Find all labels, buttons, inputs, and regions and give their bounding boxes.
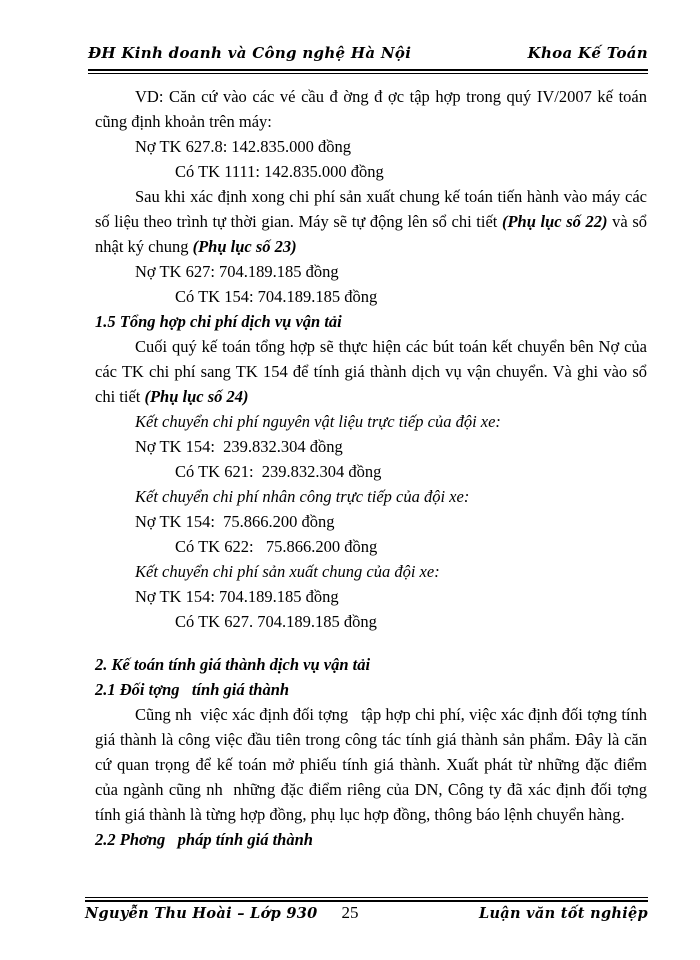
heading-text: 2. Kế toán tính giá thành dịch vụ vận tải: [95, 655, 371, 674]
appendix-ref: (Phụ lục số 24): [144, 387, 249, 406]
entry-text: Nợ TK 154: 239.832.304 đồng: [135, 437, 343, 456]
journal-entry-line: [95, 159, 647, 184]
caption-text: Kết chuyển chi phí sản xuất chung của đội xe:: [135, 562, 440, 581]
caption-text: Kết chuyển chi phí nguyên vật liệu trực tiếp của đội xe:: [135, 412, 501, 431]
heading-text: 1.5 Tổng hợp chi phí dịch vụ vận tải: [95, 312, 342, 331]
entry-text: Nợ TK 627.8: 142.835.000 đồng: [135, 137, 352, 156]
entry-caption: [95, 559, 647, 584]
entry-text: Có TK 621: 239.832.304 đồng: [175, 462, 382, 481]
footer-doc-title: Luận văn tốt nghiệp: [478, 905, 648, 922]
paragraph-text: và sổ nhật ký chung: [95, 212, 652, 256]
entry-caption: [95, 409, 647, 434]
paragraph: [95, 184, 652, 259]
journal-entry-line: [95, 609, 647, 634]
header-school-name: ĐH Kinh doanh và Công nghệ Hà Nội: [88, 44, 412, 62]
journal-entry-line: [95, 509, 647, 534]
entry-text: Có TK 627. 704.189.185 đồng: [175, 612, 377, 631]
document-body: [95, 84, 660, 852]
paragraph: [95, 702, 660, 827]
journal-entry-line: [95, 459, 647, 484]
entry-text: Có TK 154: 704.189.185 đồng: [175, 287, 378, 306]
footer-author: Nguyễn Thu Hoài – Lớp 930: [85, 905, 318, 922]
entry-text: Nợ TK 154: 704.189.185 đồng: [135, 587, 339, 606]
header-faculty-name: Khoa Kế Toán: [527, 44, 648, 62]
paragraph: [95, 334, 652, 409]
page-header: [88, 44, 648, 62]
paragraph: [95, 84, 652, 134]
entry-text: Nợ TK 627: 704.189.185 đồng: [135, 262, 339, 281]
entry-caption: [95, 484, 647, 509]
journal-entry-line: [95, 434, 647, 459]
journal-entry-line: [95, 259, 647, 284]
paragraph-text: VD: Căn cứ vào các vé cầu đ ờng đ ợc tập hợp trong quý IV/2007 kế toán cũng định khoản trên máy:: [95, 87, 652, 131]
entry-text: Có TK 622: 75.866.200 đồng: [175, 537, 378, 556]
paragraph-text: Sau khi xác định xong chi phí sản xuất chung kế toán tiến hành vào máy các số liệu theo trình tự thời gian. Máy sẽ tự động lên sổ chi tiết: [95, 187, 652, 231]
appendix-ref: (Phụ lục số 22): [501, 212, 608, 231]
journal-entry-line: [95, 584, 647, 609]
page-number: 25: [341, 903, 359, 922]
journal-entry-line: [95, 534, 647, 559]
header-rule: [88, 69, 648, 74]
appendix-ref: (Phụ lục số 23): [192, 237, 297, 256]
section-heading: [95, 309, 647, 334]
page-footer: [85, 905, 648, 922]
heading-text: 2.1 Đối tợng tính giá thành: [95, 680, 290, 699]
footer-rule: [85, 897, 648, 902]
entry-text: Có TK 1111: 142.835.000 đồng: [175, 162, 384, 181]
journal-entry-line: [95, 284, 647, 309]
section-heading: [95, 827, 647, 852]
heading-text: 2.2 Phơng pháp tính giá thành: [95, 830, 313, 849]
section-heading: [95, 677, 647, 702]
section-heading: [95, 652, 647, 677]
paragraph-text: Cuối quý kế toán tổng hợp sẽ thực hiện các bút toán kết chuyển bên Nợ của các TK chi phí sang TK 154 để tính giá thành dịch vụ vận chuyển. Và ghi vào sổ chi tiết: [95, 337, 652, 406]
entry-text: Nợ TK 154: 75.866.200 đồng: [135, 512, 335, 531]
caption-text: Kết chuyển chi phí nhân công trực tiếp của đội xe:: [135, 487, 470, 506]
journal-entry-line: [95, 134, 647, 159]
paragraph-text: Cũng nh việc xác định đối tợng tập hợp chi phí, việc xác định đối tợng tính giá thành là công việc đầu tiên trong công tác tính giá thành sản phẩm. Đây là căn cứ quan trọng để kế toán mở phiếu tính giá thành. Xuất phát từ những đặc điểm của ngành cũng nh những đặc điểm riêng của DN, Công ty đã xác định đối tợng tính giá thành là từng hợp đồng, phụ lục hợp đồng, thông báo lệnh chuyển hàng.: [95, 705, 660, 824]
